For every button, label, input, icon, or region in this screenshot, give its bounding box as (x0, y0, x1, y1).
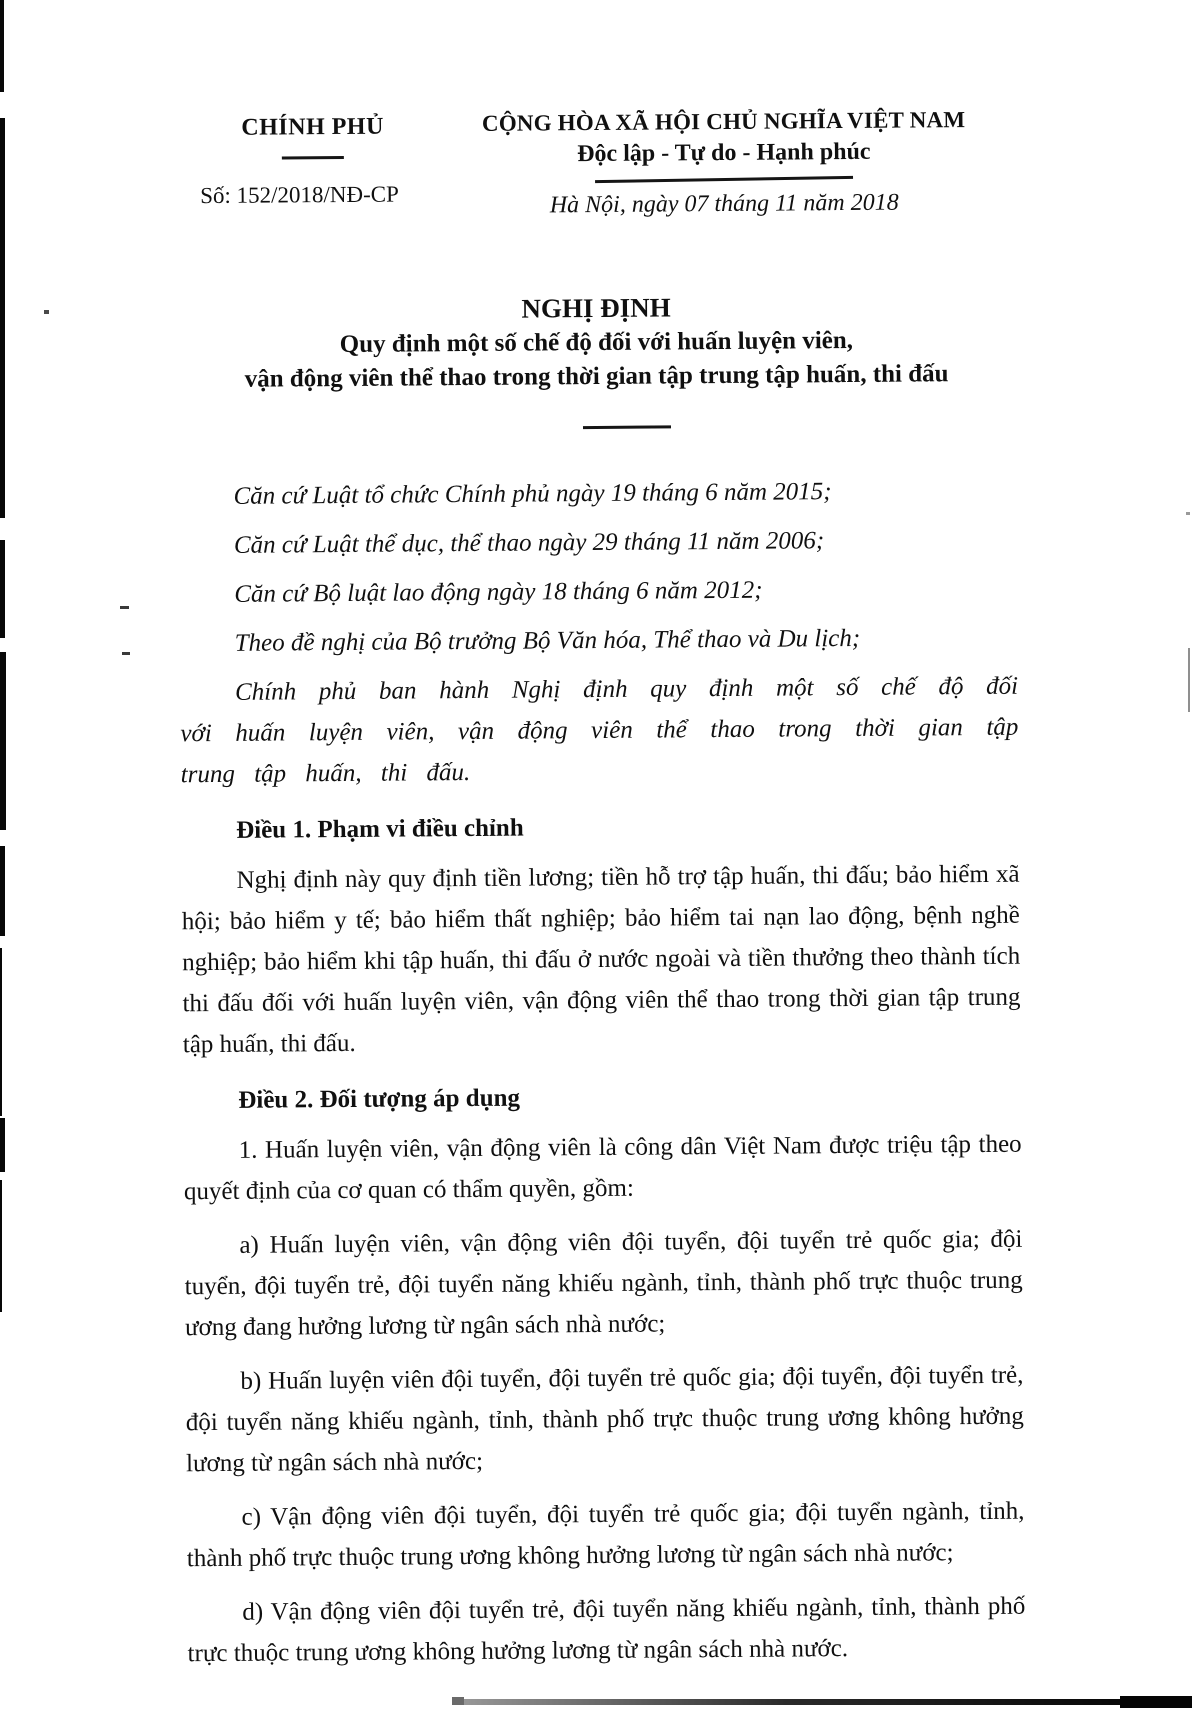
article-2-point-d: d) Vận động viên đội tuyển trẻ, đội tuyển năng khiếu ngành, tỉnh, thành phố trực thuộc trung ương không hưởng lương từ ngân sách nhà nước. (187, 1592, 1026, 1668)
authority-underline (282, 156, 344, 159)
title-underline (583, 425, 671, 429)
document-body (177, 287, 1026, 1688)
enactment-clause: Chính phủ ban hành Nghị định quy định một số chế độ đối với huấn luyện viên, vận động viên thể thao trong thời gian tập trung tập huấn, thi đấu. (180, 672, 1019, 789)
article-2-clause-1: 1. Huấn luyện viên, vận động viên là công dân Việt Nam được triệu tập theo quyết định của cơ quan có thẩm quyền, gồm: (183, 1130, 1022, 1206)
scan-edge-mark (1186, 512, 1190, 515)
scan-edge-strip (0, 118, 5, 518)
scan-bottom-bar (1120, 1696, 1192, 1708)
national-title: CỘNG HÒA XÃ HỘI CHỦ NGHĨA VIỆT NAM (481, 107, 966, 136)
document-type-title: NGHỊ ĐỊNH (521, 292, 671, 324)
scan-speck (44, 310, 49, 314)
scan-edge-strip (0, 948, 2, 1116)
scan-edge-mark (1188, 648, 1190, 712)
article-2-point-b: b) Huấn luyện viên đội tuyển, đội tuyển trẻ quốc gia; đội tuyển, đội tuyển trẻ, đội tuyển năng khiếu ngành, tỉnh, thành phố trực thuộc trung ương không hưởng lương từ ngân sách nhà nước; (185, 1361, 1024, 1478)
motto-underline (595, 176, 853, 183)
scan-edge-strip (0, 652, 6, 830)
scan-edge-strip (0, 0, 4, 92)
place-and-date: Hà Nội, ngày 07 tháng 11 năm 2018 (549, 189, 899, 219)
recital-law-government: Căn cứ Luật tổ chức Chính phủ ngày 19 tháng 6 năm 2015; (233, 478, 832, 510)
article-2-point-c: c) Vận động viên đội tuyển, đội tuyển trẻ quốc gia; đội tuyển ngành, tỉnh, thành phố trực thuộc trung ương không hưởng lương từ ngân sách nhà nước; (186, 1497, 1025, 1573)
recital-law-sports: Căn cứ Luật thể dục, thể thao ngày 29 tháng 11 năm 2006; (233, 527, 825, 559)
document-subtitle-line1: Quy định một số chế độ đối với huấn luyện viên, (339, 326, 854, 359)
document-subtitle-line2: vận động viên thể thao trong thời gian tập trung tập huấn, thi đấu (244, 360, 949, 393)
scan-edge-strip (0, 540, 5, 638)
article-2-point-a: a) Huấn luyện viên, vận động viên đội tuyển, đội tuyển trẻ quốc gia; đội tuyển, đội tuyển trẻ, đội tuyển năng khiếu ngành, tỉnh, thành phố trực thuộc trung ương đang hưởng lương từ ngân sách nhà nước; (184, 1225, 1023, 1342)
article-2-heading: Điều 2. Đối tượng áp dụng (238, 1084, 521, 1114)
issuing-authority: CHÍNH PHỦ (241, 113, 384, 141)
scan-edge-strip (0, 1180, 2, 1312)
scan-bottom-bar (452, 1697, 464, 1705)
scan-speck (122, 652, 130, 655)
scan-speck (120, 606, 129, 609)
article-1-heading: Điều 1. Phạm vi điều chỉnh (236, 814, 524, 844)
article-1-paragraph: Nghị định này quy định tiền lương; tiền hỗ trợ tập huấn, thi đấu; bảo hiểm xã hội; bảo hiểm y tế; bảo hiểm thất nghiệp; bảo hiểm tai nạn lao động, bệnh nghề nghiệp; bảo hiểm khi tập huấn, thi đấu ở nước ngoài và tiền thưởng theo thành tích thi đấu đối với huấn luyện viên, vận động viên thể thao trong thời gian tập trung tập huấn, thi đấu. (181, 860, 1021, 1059)
document-number: Số: 152/2018/NĐ-CP (200, 181, 399, 209)
header-left-block (168, 113, 459, 209)
national-motto: Độc lập - Tự do - Hạnh phúc (577, 138, 871, 168)
scan-edge-strip (0, 1118, 5, 1172)
recital-labor-code: Căn cứ Bộ luật lao động ngày 18 tháng 6 năm 2012; (234, 576, 763, 608)
header-right-block (444, 107, 1005, 220)
scan-bottom-bar (455, 1699, 1192, 1705)
scan-edge-strip (0, 846, 5, 936)
preamble (178, 470, 1018, 796)
recital-proposal: Theo đề nghị của Bộ trưởng Bộ Văn hóa, Thể thao và Du lịch; (234, 624, 861, 657)
